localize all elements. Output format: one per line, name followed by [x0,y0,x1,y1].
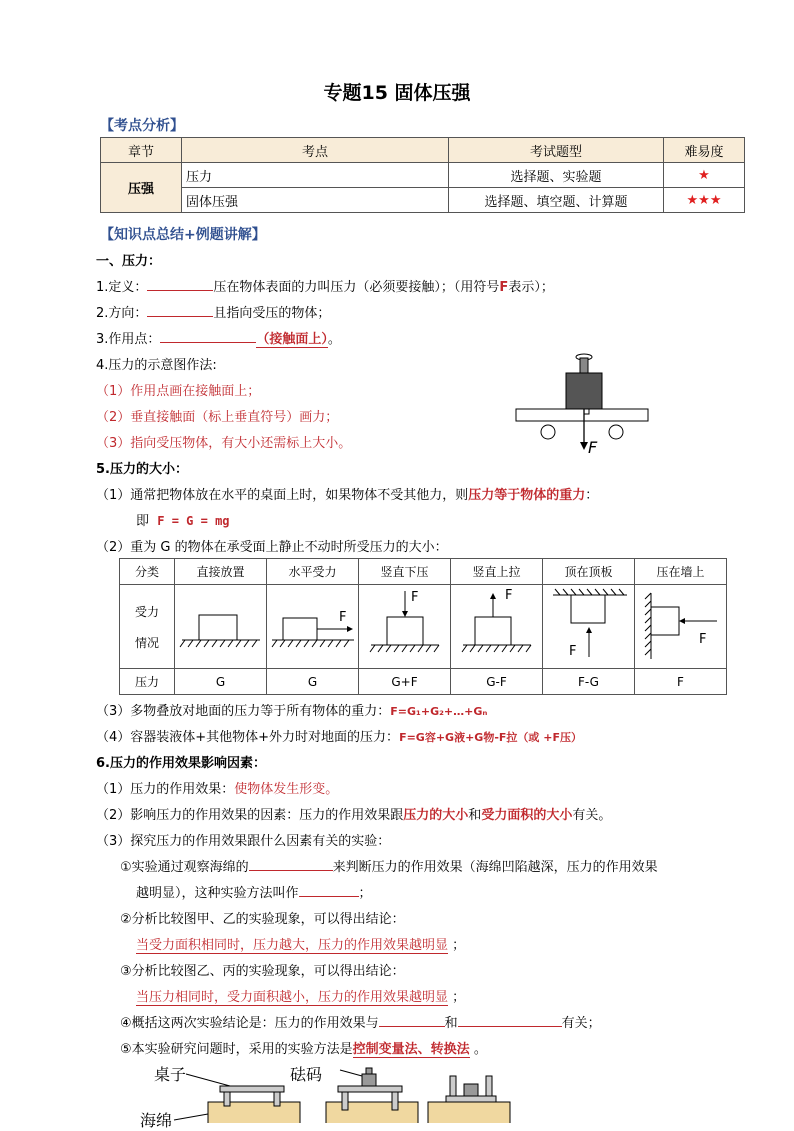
experiment-intro: （3）探究压力的作用效果跟什么因素有关的实验： [96,834,391,849]
row-label-force: 受力 情况 [120,585,175,669]
th-case: 压在墙上 [635,559,727,585]
blank [160,330,256,343]
experiment-step-5: ⑤本实验研究问题时，采用的实验方法是控制变量法、转换法 。 [120,1042,487,1057]
difficulty-cell: ★ [664,163,745,188]
method-step-3: （3）指向受压物体，有大小还需标上大小。 [96,436,352,451]
label-table: 桌子 [154,1065,187,1084]
th-chapter: 章节 [101,138,182,163]
point-cell: 固体压强 [182,188,449,213]
blank [249,858,333,871]
page-title: 专题15 固体压强 [323,82,471,104]
case-pull-up [451,585,543,669]
application-point-line: 3.作用点： （接触面上）。 [96,332,341,347]
force-label: F [338,610,346,625]
blank [299,884,359,897]
equation: F = G = mg [157,514,230,528]
force-label: F [568,644,576,659]
experiment-step-2: ②分析比较图甲、乙的实验现象，可以得出结论： [120,912,405,927]
label-sponge: 海绵 [140,1111,173,1130]
section-kaodian: 【考点分析】 [100,118,184,134]
force-label: F [588,438,598,457]
row-label-pressure: 压力 [120,669,175,695]
diagram-method-line: 4.压力的示意图作法: [96,358,217,373]
heading-effect-factors: 6.压力的作用效果影响因素： [96,756,266,771]
blank [379,1014,445,1027]
pressure-value: G [267,669,359,695]
pressure-value: F [635,669,727,695]
blank [147,278,213,291]
pressure-value: F-G [543,669,635,695]
th-case: 竖直下压 [359,559,451,585]
section-zhishi: 【知识点总结+例题讲解】 [100,227,266,243]
th-case: 水平受力 [267,559,359,585]
size-rule-4: （4）容器装液体+其他物体+外力时对地面的压力：F=G容+G液+G物-F拉（或 +F压） [96,730,582,745]
th-type: 考试题型 [449,138,664,163]
definition-line: 1.定义： 压在物体表面的力叫压力（必须要接触）；（用符号F表示）； [96,280,554,295]
th-case: 顶在顶板 [543,559,635,585]
direction-line: 2.方向： 且指向受压的物体； [96,306,331,321]
blank [147,304,213,317]
heading-pressure-size: 5.压力的大小： [96,462,188,477]
th-category: 分类 [120,559,175,585]
kaodian-table [100,137,745,213]
case-ceiling [543,585,635,669]
blank [458,1014,562,1027]
type-cell: 选择题、实验题 [449,163,664,188]
heading-pressure: 一、压力： [96,254,162,269]
experiment-step-1-cont: 越明显），这种实验方法叫作 ； [136,886,372,901]
experiment-step-2-answer: 当受力面积相同时，压力越大，压力的作用效果越明显 ； [136,938,466,953]
pressure-cases-table [119,558,727,695]
th-point: 考点 [182,138,449,163]
method-step-2: （2）垂直接触面（标上垂直符号）画力； [96,410,339,425]
container-formula: F=G容+G液+G物-F拉（或 +F压） [399,731,582,744]
pressure-value: G [175,669,267,695]
chapter-cell: 压强 [101,163,182,213]
point-cell: 压力 [182,163,449,188]
sponge-experiment-figure [150,1062,520,1123]
equation-line: 即 F = G = mg [136,514,230,529]
experiment-step-1: ①实验通过观察海绵的 来判断压力的作用效果（海绵凹陷越深，压力的作用效果 [120,860,658,875]
size-rule-1: （1）通常把物体放在水平的桌面上时，如果物体不受其他力，则压力等于物体的重力： [96,488,599,503]
pressure-value: G-F [451,669,543,695]
case-wall [635,585,727,669]
type-cell: 选择题、填空题、计算题 [449,188,664,213]
experiment-step-3: ③分析比较图乙、丙的实验现象，可以得出结论： [120,964,405,979]
case-direct [175,585,267,669]
experiment-step-3-answer: 当压力相同时，受力面积越小，压力的作用效果越明显 ； [136,990,466,1005]
force-diagram [512,350,652,460]
method-step-1: （1）作用点画在接触面上； [96,384,261,399]
th-difficulty: 难易度 [664,138,745,163]
stack-formula: F=G₁+G₂+…+Gₙ [390,705,488,718]
size-rule-2: （2）重为 G 的物体在承受面上静止不动时所受压力的大小： [96,540,448,555]
case-press-down [359,585,451,669]
th-case: 竖直上拉 [451,559,543,585]
force-label: F [504,588,512,603]
size-rule-3: （3）多物叠放对地面的压力等于所有物体的重力：F=G₁+G₂+…+Gₙ [96,704,488,719]
th-case: 直接放置 [175,559,267,585]
case-horizontal [267,585,359,669]
pressure-value: G+F [359,669,451,695]
difficulty-cell: ★★★ [664,188,745,213]
effect-line-1: （1）压力的作用效果：使物体发生形变。 [96,782,339,797]
label-weight: 砝码 [290,1065,323,1084]
effect-line-2: （2）影响压力的作用效果的因素：压力的作用效果跟压力的大小和受力面积的大小有关。 [96,808,612,823]
force-label: F [698,632,706,647]
experiment-step-4: ④概括这两次实验结论是：压力的作用效果与 和 有关； [120,1016,601,1031]
force-label: F [410,590,418,605]
